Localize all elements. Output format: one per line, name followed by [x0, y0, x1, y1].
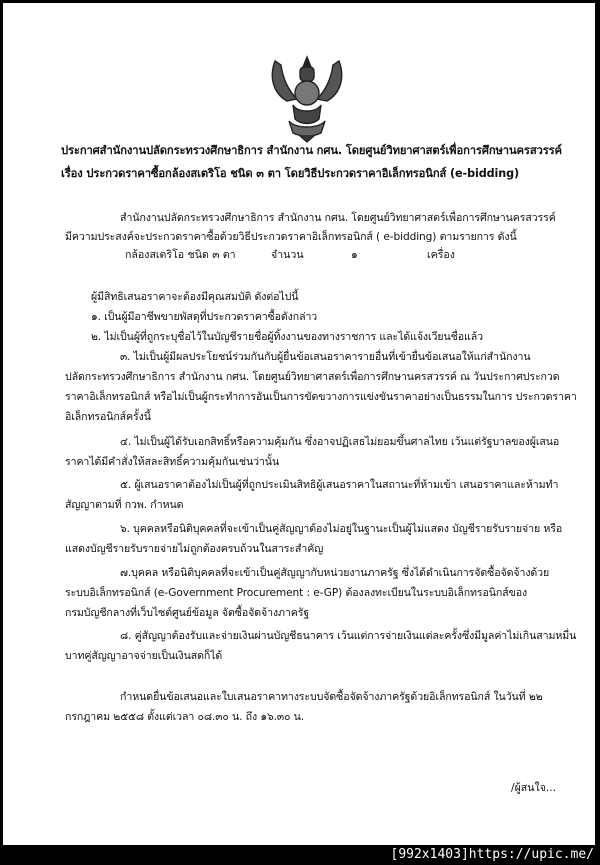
qualification-item: ๗.บุคคล หรือนิติบุคคลที่จะเข้าเป็นคู่สัญญากับหน่วยงานภาครัฐ ซึ่งได้ดำเนินการจัดซื้อจัดจ้างด้วย — [120, 567, 550, 579]
document-subject: เรื่อง ประกวดราคาซื้อกล้องสเตริโอ ชนิด ๓ ตา โดยวิธีประกวดราคาอิเล็กทรอนิกส์ (e-bidding) — [61, 167, 520, 180]
qualification-item: ๘. คู่สัญญาต้องรับและจ่ายเงินผ่านบัญชีธนาคาร เว้นแต่การจ่ายเงินแต่ละครั้งซึ่งมีมูลค่าไม่เกินสามหมื่น — [120, 630, 577, 642]
qualifications-heading: ผู้มีสิทธิเสนอราคาจะต้องมีคุณสมบัติ ดังต่อไปนี้ — [91, 291, 299, 303]
intro-text: มีความประสงค์จะประกวดราคาซื้อด้วยวิธีประกวดราคาอิเล็กทรอนิกส์ ( e-bidding) ตามรายการ ดังนี้ — [65, 231, 517, 243]
qualification-item: ๖. บุคคลหรือนิติบุคคลที่จะเข้าเป็นคู่สัญญาต้องไม่อยู่ในฐานะเป็นผู้ไม่แสดง บัญชีรายรับรายจ่าย หรือ — [120, 523, 563, 535]
document-title-line1: ประกาศสำนักงานปลัดกระทรวงศึกษาธิการ สำนักงาน กศน. โดยศูนย์วิทยาศาสตร์เพื่อการศึกษานครสวรรค์ — [61, 144, 562, 157]
garuda-emblem-icon — [267, 55, 347, 143]
qualification-item: บาทคู่สัญญาอาจจ่ายเป็นเงินสดก็ได้ — [65, 650, 223, 662]
qualification-item: ๕. ผู้เสนอราคาต้องไม่เป็นผู้ที่ถูกประเมินสิทธิผู้เสนอราคาในสถานะที่ห้ามเข้า เสนอราคาและห้ามทำ — [120, 479, 559, 491]
qualification-item: ๑. เป็นผู้มีอาชีพขายพัสดุที่ประกวดราคาซื้อดังกล่าว — [91, 311, 318, 323]
watermark-text: [992x1403]https://upic.me/ — [390, 847, 594, 862]
qualification-item: กรมบัญชีกลางที่เว็บไซต์ศูนย์ข้อมูล จัดซื้อจัดจ้างภาครัฐ — [65, 607, 310, 619]
document-page — [3, 3, 595, 845]
qualification-item: ราคาได้มีคำสั่งให้สละสิทธิ์ความคุ้มกันเช่นว่านั้น — [65, 456, 280, 468]
item-qty: ๑ — [351, 249, 358, 261]
deadline-text: กรกฎาคม ๒๕๕๘ ตั้งแต่เวลา ๐๘.๓๐ น. ถึง ๑๖.๓๐ น. — [65, 711, 305, 723]
deadline-text: กำหนดยื่นข้อเสนอและใบเสนอราคาทางระบบจัดซื้อจัดจ้างภาครัฐด้วยอิเล็กทรอนิกส์ ในวันที่ ๒๒ — [120, 691, 543, 703]
qualification-item: ราคาอิเล็กทรอนิกส์ หรือไม่เป็นผู้กระทำการอันเป็นการขัดขวางการแข่งขันราคาอย่างเป็นธรรมในการ ประกวดราคา — [65, 391, 577, 403]
qualification-item: ปลัดกระทรวงศึกษาธิการ สำนักงาน กศน. โดยศูนย์วิทยาศาสตร์เพื่อการศึกษานครสวรรค์ ณ วันประกาศประกวด — [65, 371, 560, 383]
qualification-item: ๒. ไม่เป็นผู้ที่ถูกระบุชื่อไว้ในบัญชีรายชื่อผู้ทิ้งงานของทางราชการ และได้แจ้งเวียนชื่อแล้ว — [91, 331, 483, 343]
qualification-item: สัญญาตามที่ กวพ. กำหนด — [65, 499, 184, 511]
item-name: กล้องสเตริโอ ชนิด ๓ ตา — [125, 249, 236, 261]
qualification-item: ระบบอิเล็กทรอนิกส์ (e-Government Procurement : e-GP) ต้องลงทะเบียนในระบบอิเล็กทรอนิกส์ของ — [65, 587, 528, 599]
intro-text: สำนักงานปลัดกระทรวงศึกษาธิการ สำนักงาน กศน. โดยศูนย์วิทยาศาสตร์เพื่อการศึกษานครสวรรค์ — [120, 212, 556, 224]
item-unit: เครื่อง — [427, 249, 455, 261]
qualification-item: อิเล็กทรอนิกส์ครั้งนี้ — [65, 411, 151, 423]
item-qty-label: จำนวน — [271, 249, 304, 261]
qualification-item: แสดงบัญชีรายรับรายจ่ายไม่ถูกต้องครบถ้วนในสาระสำคัญ — [65, 543, 324, 555]
continued-marker: /ผู้สนใจ... — [511, 782, 556, 794]
qualification-item: ๓. ไม่เป็นผู้มีผลประโยชน์ร่วมกันกับผู้ยื่นข้อเสนอราคารายอื่นที่เข้ายื่นข้อเสนอให้แก่สำนักงาน — [120, 351, 531, 363]
qualification-item: ๔. ไม่เป็นผู้ได้รับเอกสิทธิ์หรือความคุ้มกัน ซึ่งอาจปฏิเสธไม่ยอมขึ้นศาลไทย เว้นแต่รัฐบาลของผู้เสนอ — [120, 436, 560, 448]
